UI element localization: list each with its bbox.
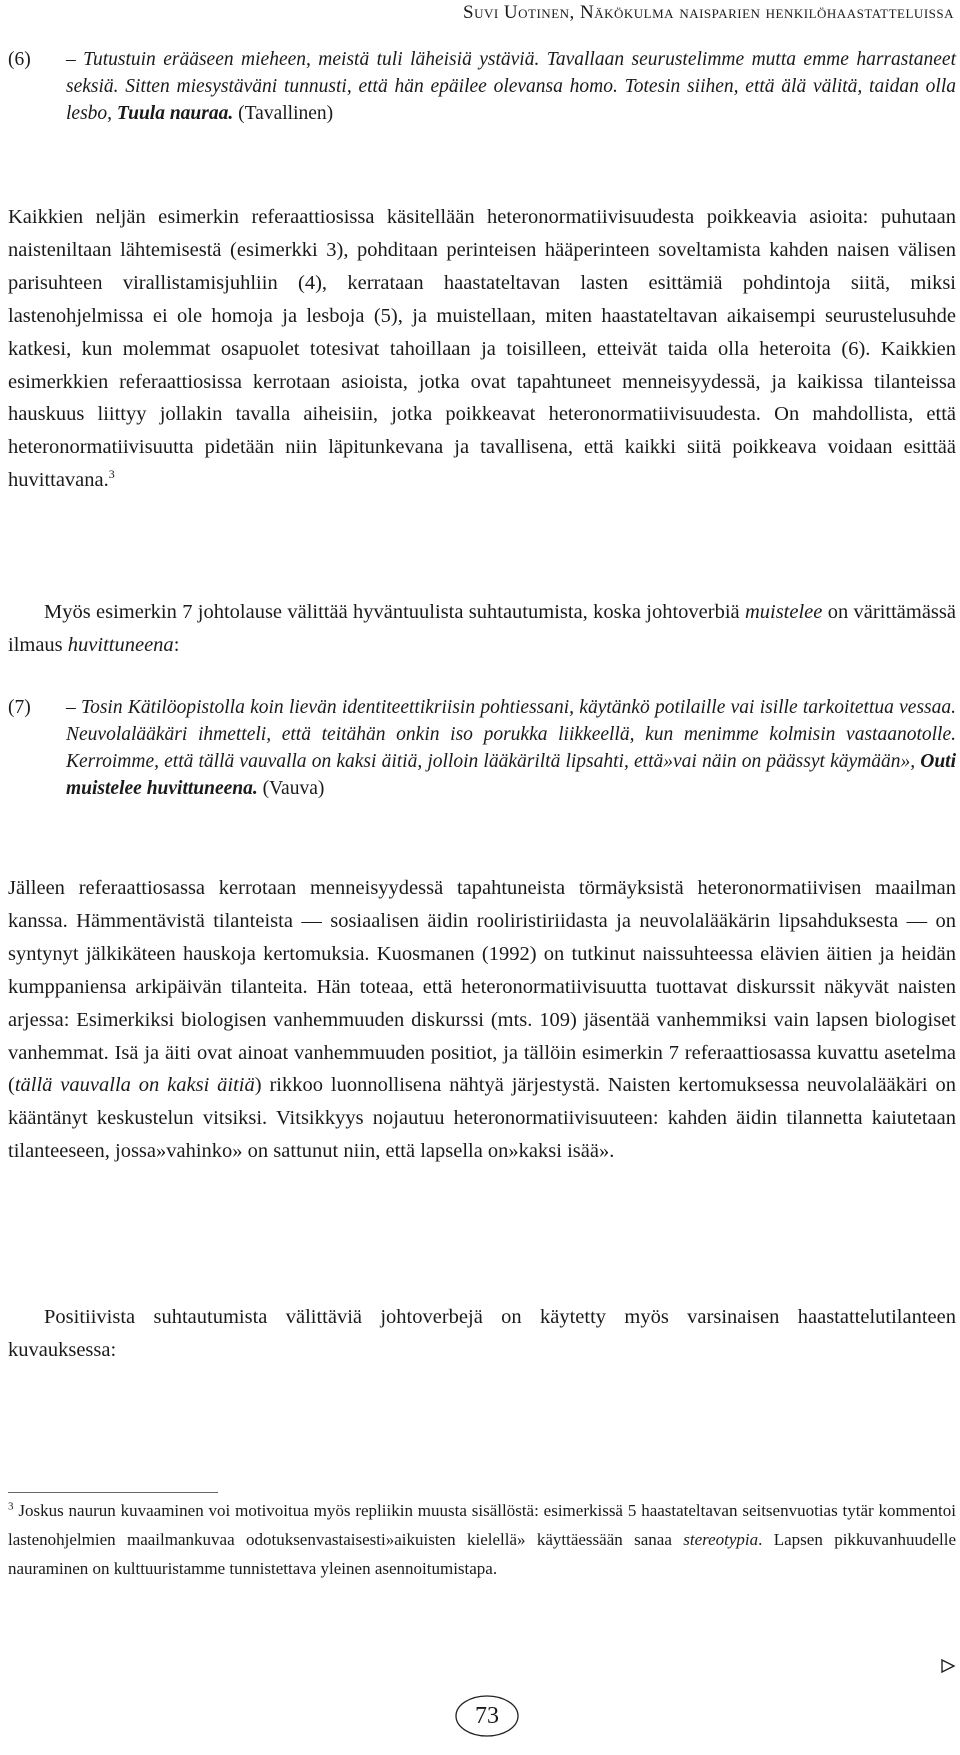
paragraph-text: Positiivista suhtautumista välittäviä johtoverbejä on käytetty myös varsinaisen haastattelutilanteen kuvauksessa: xyxy=(8,1306,956,1361)
document-page xyxy=(8,0,956,1755)
paragraph-text: ) rikkoo luonnollisena nähtyä järjestystä. Naisten kertomuksessa neuvolalääkäri on kääntänyt keskustelun vitsiksi. Vitsikkyys nojautuu heteronormatiivisuuteen: kahden äidin tilannetta kaiutetaan tilanteeseen, jossa»vahinko» on sattunut niin, että lapsella on»kaksi isää». xyxy=(8,1074,956,1163)
body-paragraph-3 xyxy=(8,872,956,1168)
footnote-emphasis: stereotypia xyxy=(683,1530,759,1549)
speaker-tag: Tuula nauraa. xyxy=(116,103,234,124)
triangle-right-icon[interactable] xyxy=(940,1658,956,1674)
example-number: (7) xyxy=(8,697,31,718)
example-number: (6) xyxy=(8,49,31,70)
paragraph-text: Jälleen referaattiosassa kerrotaan menneisyydessä tapahtuneista törmäyksistä heteronormatiivisen maailman kanssa. Hämmentävistä tilanteista — sosiaalisen äidin rooliristiriidasta ja neuvolalääkärin lipsahduksesta — on syntynyt jälkikäteen hauskoja kertomuksia. Kuosmanen (1992) on tutkinut naissuhteessa elävien äitien ja heidän kumppaniensa arkipäivän tilanteita. Hän toteaa, että heteronormatiivisuutta tuottavat diskurssit näkyvät naisten arjessa: Esimerkiksi biologisen vanhemmuuden diskurssi (mts. 109) jäsentää vanhemmiksi vain lapsen biologiset vanhemmat. Isä ja äiti ovat ainoat vanhemmuuden positiot, ja tällöin esimerkin 7 referaattiosassa kuvattu asetelma ( xyxy=(8,877,956,1097)
emphasis-verb: muistelee xyxy=(744,601,823,623)
paragraph-text: on värittämässä ilmaus xyxy=(8,601,956,656)
footnote-reference[interactable]: 3 xyxy=(108,467,115,482)
example-6 xyxy=(8,46,956,127)
footnote-number: 3 xyxy=(8,1500,14,1513)
paragraph-text: : xyxy=(173,633,180,656)
example-7 xyxy=(8,694,956,802)
example-quote xyxy=(66,694,956,802)
speaker-tag: Outi muistelee huvittuneena. xyxy=(66,751,956,799)
next-page-glyph xyxy=(940,1658,956,1674)
body-paragraph-4 xyxy=(8,1301,956,1367)
paragraph-text: Myös esimerkin 7 johtolause välittää hyväntuulista suhtautumista, koska johtoverbiä xyxy=(44,601,745,623)
source-tag: (Vauva) xyxy=(262,778,325,799)
example-quote xyxy=(66,46,956,127)
footnote xyxy=(8,1496,956,1583)
emphasis-quote: tällä vauvalla on kaksi äitiä xyxy=(14,1074,255,1097)
page-number xyxy=(454,1693,520,1739)
body-paragraph-2 xyxy=(8,596,956,662)
body-paragraph-1 xyxy=(8,201,956,497)
footnote-text: . Lapsen pikkuvanhuudelle nauraminen on kulttuuristamme tunnistettava yleinen asennoitumistapa. xyxy=(8,1530,957,1578)
footnote-divider xyxy=(8,1492,218,1493)
quote-text: – Tutustuin erääseen mieheen, meistä tuli läheisiä ystäviä. Tavallaan seurustelimme mutta emme harrastaneet seksiä. Sitten miesystäväni tunnusti, että hän epäilee olevansa homo. Totesin siihen, että älä välitä, taidan olla lesbo, xyxy=(66,49,956,124)
page-number-text: 73 xyxy=(475,1703,499,1729)
paragraph-text: Kaikkien neljän esimerkin referaattiosissa käsitellään heteronormatiivisuudesta poikkeavia asioita: puhutaan naisteniltaan lähtemisestä (esimerkki 3), pohditaan perinteisen hääperinteen soveltamista kahden naisen välisen parisuhteen virallistamisjuhliin (4), kerrataan haastateltavan lasten esittämiä pohdintoja siitä, miksi lastenohjelmissa ei ole homoja ja lesboja (5), ja muistellaan, miten haastateltavan aikaisempi seurustelusuhde katkesi, kun molemmat osapuolet totesivat tahoillaan ja toisilleen, etteivät taida olla heteroita (6). Kaikkien esimerkkien referaattiosissa kerrotaan asioista, jotka ovat tapahtuneet menneisyydessä, ja kaikissa tilanteissa hauskuus liittyy jollakin tavalla aiheisiin, jotka poikkeavat heteronormatiivisuudesta. On mahdollista, että heteronormatiivisuutta pidetään niin läpitunkevana ja tavallisena, että kaikki siitä poikkeava voidaan esittää huvittavana. xyxy=(8,206,956,492)
quote-text: – Tosin Kätilöopistolla koin lievän identiteettikriisin pohtiessani, käytänkö potilaille vai isille tarkoitettua vessaa. Neuvolalääkäri ihmetteli, että teitähän onkin iso porukka liikkeellä, kun menimme kolmisin vastaanotolle. Kerroimme, että tällä vauvalla on kaksi äitiä, jolloin lääkäriltä lipsahti, että»vai näin on päässyt käymään», xyxy=(66,697,956,772)
running-head: Suvi Uotinen, Näkökulma naisparien henkilöhaastatteluissa xyxy=(463,2,954,23)
source-tag: (Tavallinen) xyxy=(238,103,334,124)
footnote-text: Joskus naurun kuvaaminen voi motivoitua myös repliikin muusta sisällöstä: esimerkissä 5 haastateltavan seitsenvuotias tytär kommentoi lastenohjelmien maailmankuvaa odotuksenvastaisesti»aikuisten kielellä» käyttäessään sanaa xyxy=(8,1501,956,1549)
emphasis-expression: huvittuneena xyxy=(67,633,174,656)
